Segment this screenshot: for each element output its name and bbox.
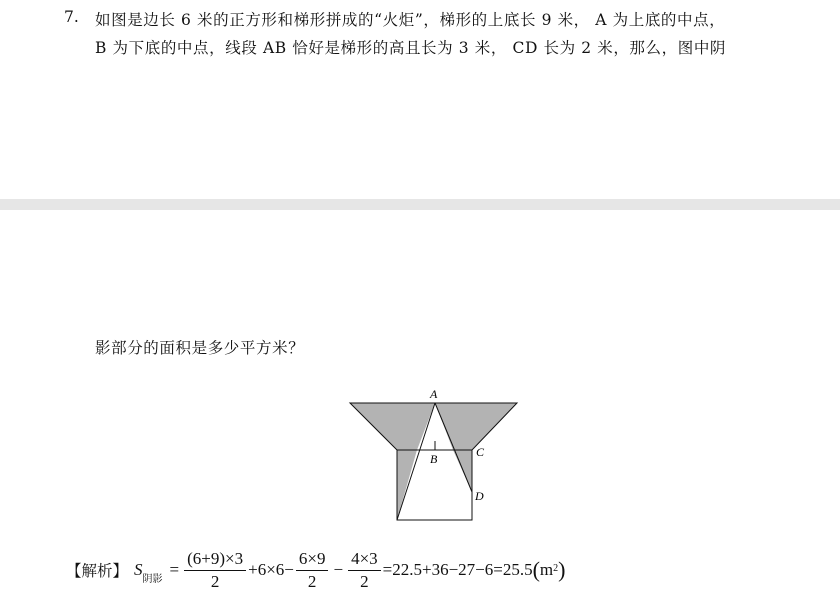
- square-area-term: +6×6−: [248, 560, 294, 579]
- fraction-triangle-area-2: [348, 549, 381, 592]
- torch-figure: [345, 384, 525, 526]
- label-b: B: [430, 452, 438, 466]
- area-symbol: S: [134, 560, 143, 579]
- fraction-numerator: 4×3: [348, 549, 381, 571]
- equals-sign: =: [169, 560, 180, 579]
- label-a: A: [430, 387, 438, 401]
- fraction-denominator: 2: [307, 571, 317, 591]
- unit: m: [539, 560, 554, 579]
- fraction-triangle-area-1: [296, 549, 329, 592]
- minus-sign: −: [333, 560, 344, 579]
- fraction-numerator: 6×9: [296, 549, 329, 571]
- problem-text-line-3: 影部分的面积是多少平方米？: [95, 339, 305, 357]
- left-paren: (: [532, 557, 540, 582]
- shaded-trapezoid-right: [435, 403, 517, 450]
- question-number: 7.: [64, 8, 79, 26]
- fraction-numerator: (6+9)×3: [184, 549, 246, 571]
- problem-text-line-1: 如图是边长 6 米的正方形和梯形拼成的“火炬”，梯形的上底长 9 米， A 为上底的中点，: [95, 11, 726, 29]
- solution-tag: 【解析】: [66, 562, 129, 580]
- fraction-trapezoid-area: [184, 549, 246, 592]
- fraction-denominator: 2: [360, 571, 369, 591]
- label-c: C: [476, 445, 485, 459]
- solution-formula: [66, 546, 565, 594]
- fraction-denominator: 2: [210, 571, 220, 591]
- page-break-divider: [0, 199, 840, 210]
- problem-text-line-2: B 为下底的中点，线段 AB 恰好是梯形的高且长为 3 米， CD 长为 2 米，那么，图中阴: [95, 39, 727, 57]
- label-d: D: [475, 489, 484, 503]
- result-expression: =22.5+36−27−6=25.5: [382, 560, 533, 579]
- area-subscript: 阴影: [142, 573, 163, 585]
- right-paren: ): [558, 557, 566, 582]
- unit-exponent: 2: [553, 562, 559, 574]
